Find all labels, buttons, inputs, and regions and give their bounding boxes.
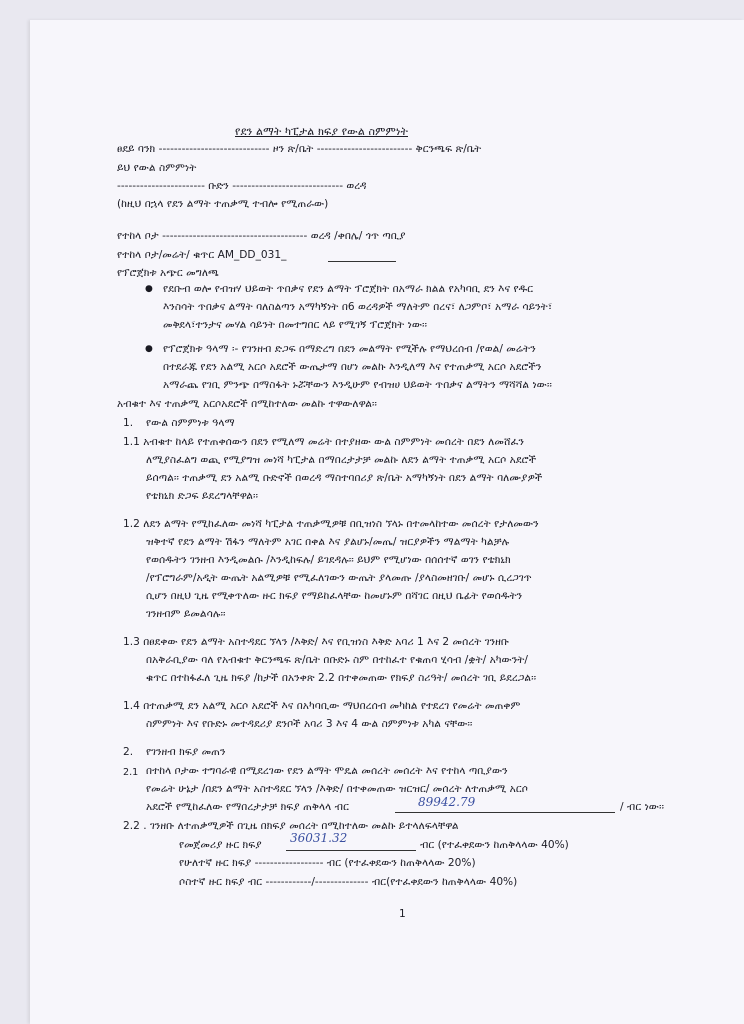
bullet1-line2: እንስሳት ጥበቃና ልማት ባለስልጣን አማካኝነት በ6 ወረዳዎች ማለትም በረና፣ ለጋምቦ፣ አማራ ሳይንት፣ bbox=[163, 301, 553, 313]
page-number: 1 bbox=[399, 908, 406, 920]
bullet2-line1: የፕሮጀክቱ ዓላማ ፡- የገንዘብ ድጋፍ በማድረግ በደን መልማት የሚችሉ የማህረሰብ /የወል/ መሬትን bbox=[163, 343, 536, 355]
intro-line: አብቁተ እና ተጠቃሚ አርሶአደሮች በሚከተለው መልኩ ተዋውለዋል፡፡ bbox=[117, 398, 377, 410]
para-1-3-line2: በአቅራቢያው ባለ የአብቁተ ቅርንጫፍ ጽ/ቤት በቡድኑ ስም በተከፈተ የቁጠባ ሂሳብ /ቋት/ አካውንት/ bbox=[146, 654, 528, 666]
bullet1-line1: የደቡብ ወሎ የብዝሃ ህይወት ጥበቃና የደን ልማት ፕሮጀክት በአማራ ክልል የአካባቢ ደን እና የዱር bbox=[163, 283, 534, 295]
third-payment-line: ሶስተኛ ዙር ክፍያ ብር ------------/-------------- ብር(የተፈቀደውን ከጠቅላላው 40%) bbox=[179, 876, 518, 888]
bullet2-line3: አማራጨ የገቢ ምንጭ በማስፋት ኑሯቸውን እንዲሁም የብዝሀ ህይወት ጥበቃና ልማትን ማሻሻል ነው፡፡ bbox=[163, 379, 552, 391]
bullet-icon: ● bbox=[145, 284, 153, 294]
para-2-1-tail: / ብር ነው፡፡ bbox=[620, 801, 664, 813]
para-2-1-line2: የመሬት ሁኔታ /በደን ልማት አስተዳደር ኘላን /እቅድ/ በተቀመጠው ዝርዝር/ መሰረት ለተጠቃሚ አርሶ bbox=[146, 783, 528, 795]
first-payment-label: የመጀመሪያ ዙር ክፍያ bbox=[179, 839, 262, 851]
para-1-4-line1: 1.4 በተጠቃሚ ደን አልሚ አርሶ አደሮች እና በአካባቢው ማህበረሰብ መካከል የተደረገ የመሬት መጠቀም bbox=[123, 700, 521, 712]
bank-line: ፀደይ ባንክ ----------------------------- ዞን ጽ/ቤት ------------------------- ቅርንጫፍ ጽ/ቤት bbox=[117, 143, 482, 155]
total-amount-underline bbox=[395, 812, 615, 813]
beneficiary-note: (ከዚህ በኋላ የደን ልማት ተጠቃሚ ተብሎ የሚጠራው) bbox=[117, 198, 329, 210]
section2-number: 2. bbox=[123, 746, 134, 758]
section1-heading: የውል ስምምነቱ ዓላማ bbox=[146, 417, 235, 429]
first-payment-tail: ብር (የተፈቀደውን ከጠቅላላው 40%) bbox=[420, 839, 569, 851]
para-1-2-line4: /የፕሮግራም/አዲት ውጤት አልሚዎቹ የሚፈለገውን ውጤት ያላመጡ /ያላስመዘገቡ/ መሆኑ ሲረጋገጥ bbox=[146, 572, 532, 584]
para-2-1-number: 2.1 bbox=[123, 767, 139, 778]
para-1-2-line1: 1.2 ለደን ልማት የሚከፈለው መነሻ ካፒታል ተጠቃሚዎቹ በቢዝነስ ኘላኑ በተመላከተው መሰረት የታለመውን bbox=[123, 518, 539, 530]
para-2-1-line3: አደሮች የሚከፈለው የማበረታታቻ ክፍያ ጠቅላላ ብር bbox=[146, 801, 349, 813]
para-1-4-line2: ስምምነት እና የቡድኑ መተዳደሪያ ደንቦች አባሪ 3 እና 4 ውል ስምምነቱ አካል ናቸው፡፡ bbox=[146, 718, 473, 730]
project-summary-heading: የፕሮጀክቱ አጭር መግለጫ bbox=[117, 267, 219, 279]
para-2-1-line1: በተከላ ቦታው ተግባራዊ በሚደረገው የደን ልማት ሞዴል መሰረት መሰረት እና የተከላ ጣቢያውን bbox=[146, 765, 508, 777]
para-1-3-line1: 1.3 በፀደቀው የደን ልማት አስተዳደር ኘላን /እቅድ/ እና የቢዝነስ እቅድ አባሪ 1 እና 2 መሰረት ገንዘቡ bbox=[123, 636, 510, 648]
para-1-2-line6: ገንዘብም ይመልሳሉ፡፡ bbox=[146, 608, 226, 620]
bullet1-line3: መቅደላ፣ተንታና መሃል ሳይንት በመተግበር ላይ የሚገኝ ፕሮጀክት ነው፡፡ bbox=[163, 319, 428, 331]
section1-number: 1. bbox=[123, 417, 134, 429]
para-1-1-line2: ለሚያስፈልግ ወጪ የሚያግዝ መነሻ ካፒታል በማበረታታቻ መልኩ ለደን ልማት ተጠቃሚ አርሶ አደሮች bbox=[146, 454, 537, 466]
para-1-2-line5: ሲሆን በዚህ ጊዜ የሚቀጥለው ዙር ክፍያ የማይከፈላቸው ከመሆኑም በሻገር በዚህ ቤፊት የወሰዱትን bbox=[146, 590, 523, 602]
document-title: የደን ልማት ካፒታል ክፍያ የውል ስምምነት bbox=[235, 125, 408, 138]
planting-site-number: የተከላ ቦታ/መሬት/ ቁጥር AM_DD_031_ bbox=[117, 249, 287, 261]
para-1-2-line3: የወሰዱትን ገንዘብ እንዲመልሱ /እንዲከፍሉ/ ይገደዳሉ፡፡ ይህም የሚሆነው በሰሰተኛ ወገን የቴክኒክ bbox=[146, 554, 511, 566]
bullet-icon: ● bbox=[145, 344, 153, 354]
first-payment-handwritten: 36031.32 bbox=[290, 831, 348, 845]
site-number-underline bbox=[328, 261, 396, 262]
second-payment-line: የሁለተኛ ዙር ክፍያ ------------------ ብር (የተፈቀደውን ከጠቅላላው 20%) bbox=[179, 857, 476, 869]
para-2-2: 2.2 . ገንዘቡ ለተጠቃሚዎች በጊዜ በክፍያ መሰረት በሚከተለው መልኩ ይተላለፍላቸዋል bbox=[123, 820, 459, 832]
para-1-3-line3: ቁጥር በተከፋፈለ ጊዜ ክፍያ /ከታች በአንቀጽ 2.2 በተቀመጠው የክፍያ ስሪዓት/ መሰረት ገቢ ይደረጋል፡፡ bbox=[146, 672, 537, 684]
total-amount-handwritten: 89942.79 bbox=[418, 795, 476, 809]
section2-heading: የገንዘብ ክፍያ መጠን bbox=[146, 746, 226, 758]
para-1-1-line4: የቴክኒክ ድጋፍ ይደረግላቸዋል፡፡ bbox=[146, 490, 258, 502]
group-woreda-line: ----------------------- ቡድን ----------------------------- ወረዳ bbox=[117, 180, 367, 192]
agreement-line: ይህ የውል ስምምነት bbox=[117, 162, 197, 174]
bullet2-line2: በተደራጁ የደን አልሚ አርሶ አደሮች ውጤታማ በሆነ መልኩ እንዲለማ እና የተጠቃሚ አርሶ አደሮችን bbox=[163, 361, 542, 373]
document-page bbox=[30, 20, 744, 1024]
para-1-1-line1: 1.1 አብቁተ ከላይ የተጠቀሰውን በደን የሚለማ መሬት በተያዘው ውል ስምምነት መሰረት በደን ለመሸፈን bbox=[123, 436, 525, 448]
planting-site-line: የተከላ ቦታ -------------------------------------- ወረዳ /ቀበሌ/ ጎጥ ጣቢያ bbox=[117, 230, 406, 242]
para-1-1-line3: ይሰጣል፡፡ ተጠቃሚ ደን አልሚ ቡድኖች በወረዳ ማስተባበሪያ ጽ/ቤት አማካኝነት በደን ልማት ባለሙያዎች bbox=[146, 472, 543, 484]
para-1-2-line2: ዝቅተኛ የደን ልማት ሽፋን ማለትም አገር በቀል እና ያልሆኑ/መጤ/ ዝርያዎችን ማልማት ካልቻሉ bbox=[146, 536, 510, 548]
first-payment-underline bbox=[286, 850, 416, 851]
